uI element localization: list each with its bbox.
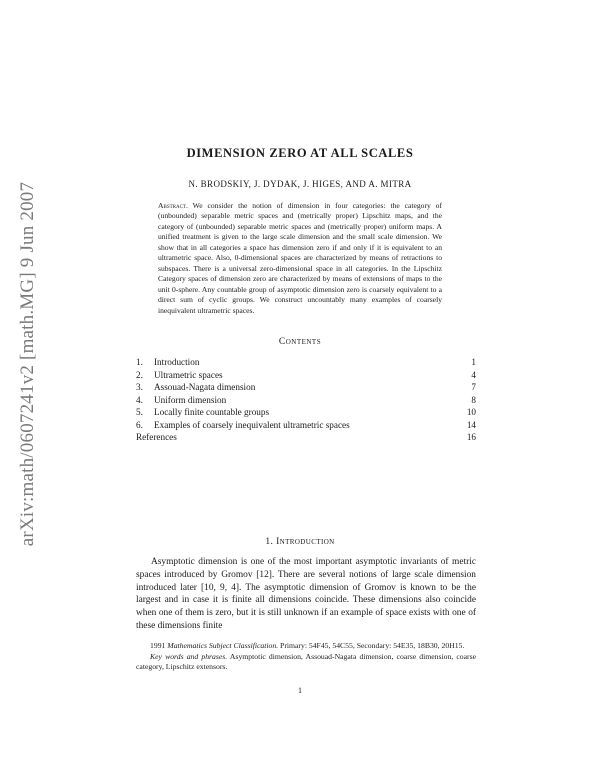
toc-item-number: 4.: [136, 394, 143, 405]
toc-item-number: 6.: [136, 419, 143, 430]
toc-item[interactable]: [136, 406, 476, 419]
toc-item-page: 10: [466, 407, 476, 417]
toc-references-title: References: [136, 432, 177, 442]
toc-item-number: 1.: [136, 357, 143, 367]
abstract: [158, 201, 442, 316]
keywords-text: Asymptotic dimension, Assouad-Nagata dimension, coarse dimension, coarse category, Lipschitz extensors.: [136, 651, 477, 672]
toc-item-page: 1: [471, 357, 476, 367]
author-list: N. BRODSKIY, J. DYDAK, J. HIGES, AND A. MITRA: [188, 179, 412, 189]
toc-item-title: Introduction: [154, 357, 200, 367]
toc-item-title: Ultrametric spaces: [154, 369, 223, 380]
toc-item[interactable]: [136, 369, 476, 382]
toc-item-title: Locally finite countable groups: [154, 407, 270, 417]
msc-label: Mathematics Subject Classification.: [167, 641, 279, 650]
introduction-paragraph: Asymptotic dimension is one of the most important asymptotic invariants of metric spaces introduced by Gromov [12]. There are several notions of large scale dimension introduced later [10, 9, 4]. The asymptotic dimension of Gromov is known to be the largest and in case it is finite all dimensions coincide. These dimensions also coincide when one of them is zero, but it is still unknown if an example of space exists with one of these dimensions finite: [136, 557, 476, 631]
toc-references[interactable]: [136, 431, 476, 444]
toc-item-page: 7: [471, 382, 476, 392]
msc-year: 1991: [150, 641, 166, 650]
toc-item-page: 4: [471, 369, 476, 380]
toc-item-title: Uniform dimension: [154, 394, 227, 405]
toc-item[interactable]: [136, 394, 476, 407]
msc-text: Primary: 54F45, 54C55, Secondary: 54E35, 18B30, 20H15.: [280, 641, 465, 650]
toc-item-number: 3.: [136, 382, 143, 392]
toc-item-number: 5.: [136, 407, 143, 417]
msc-footnote: [136, 641, 476, 652]
arxiv-identifier: arXiv:math/0607241v2 [math.MG] 9 Jun 2007: [17, 181, 38, 547]
abstract-label: Abstract.: [158, 201, 188, 210]
toc-item[interactable]: [136, 381, 476, 394]
table-of-contents: [136, 356, 476, 444]
toc-item-page: 8: [471, 394, 476, 405]
paper-title: DIMENSION ZERO AT ALL SCALES: [186, 146, 414, 160]
toc-references-page: 16: [466, 432, 476, 442]
toc-item[interactable]: [136, 356, 476, 369]
section-heading: 1. Introduction: [265, 537, 335, 547]
keywords-label: Key words and phrases.: [150, 651, 228, 661]
toc-item-title: Examples of coarsely inequivalent ultrametric spaces: [154, 419, 350, 430]
abstract-text: We consider the notion of dimension in four categories: the category of (unbounded) separable metric spaces and (metrically proper) Lipschitz maps, and the category of (unbounded) separable metric spaces and (metrically proper) uniform maps. A unified treatment is given to the large scale dimension and the small scale dimension. We show that in all categories a space has dimension zero if and only if it is equivalent to an ultrametric space. Also, 0-dimensional spaces are characterized by means of retractions to subspaces. There is a universal zero-dimensional space in all categories. In the Lipschitz Category spaces of dimension zero are characterized by means of extensions of maps to the unit 0-sphere. Any countable group of asymptotic dimension zero is coarsely equivalent to a direct sum of cyclic groups. We construct uncountably many examples of coarsely inequivalent ultrametric spaces.: [158, 201, 442, 315]
contents-heading: Contents: [278, 337, 322, 347]
toc-item[interactable]: [136, 419, 476, 432]
footnotes: [136, 641, 476, 673]
page-number: 1: [298, 686, 302, 695]
toc-item-number: 2.: [136, 369, 143, 380]
toc-item-title: Assouad-Nagata dimension: [154, 382, 256, 392]
toc-item-page: 14: [466, 419, 476, 430]
keywords-footnote: [136, 652, 476, 673]
